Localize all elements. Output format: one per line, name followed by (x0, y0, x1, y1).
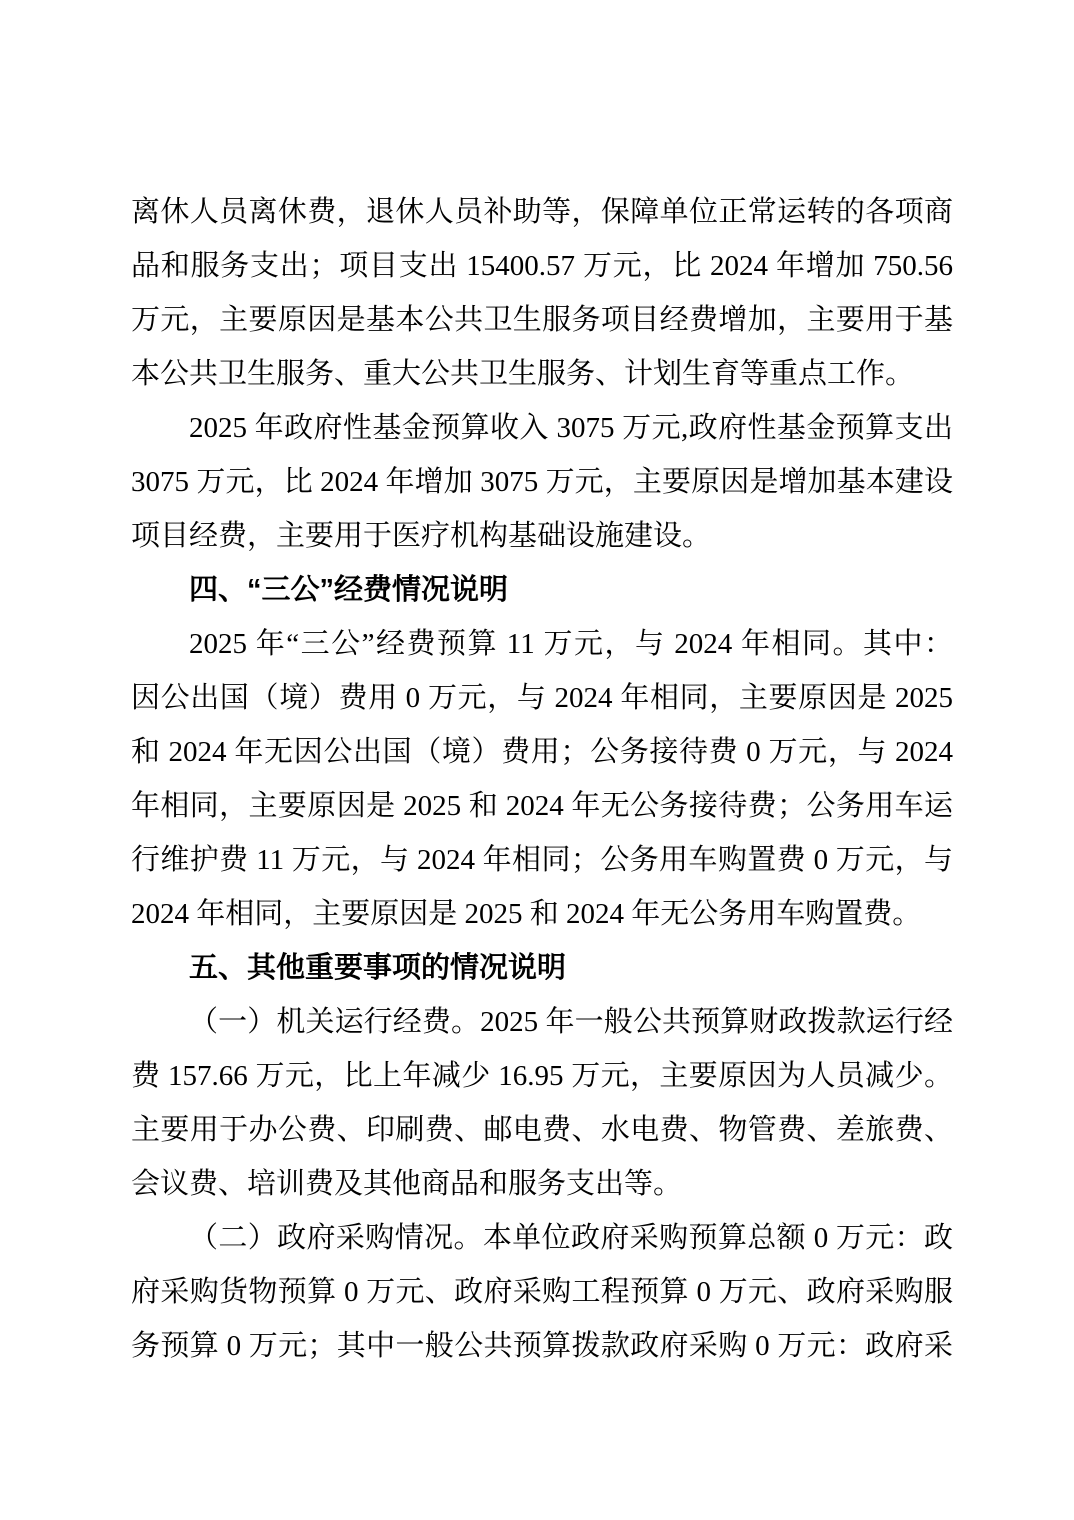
text-line: 会议费、培训费及其他商品和服务支出等。 (131, 1168, 683, 1200)
section-heading (131, 563, 953, 617)
text-line: 务预算 0 万元；其中一般公共预算拨款政府采购 0 万元：政府采 (131, 1330, 953, 1362)
text-line: （一）机关运行经费。2025 年一般公共预算财政拨款运行经 (189, 1006, 953, 1038)
document-content (131, 185, 953, 1373)
text-line: 主要用于办公费、印刷费、邮电费、水电费、物管费、差旅费、 (131, 1114, 953, 1146)
paragraph (131, 617, 953, 941)
text-line: 年相同，主要原因是 2025 和 2024 年无公务接待费；公务用车运 (131, 790, 953, 822)
text-line: 2025 年“三公”经费预算 11 万元，与 2024 年相同。其中： (189, 628, 953, 660)
text-line: 项目经费，主要用于医疗机构基础设施建设。 (131, 520, 712, 552)
text-line: 府采购货物预算 0 万元、政府采购工程预算 0 万元、政府采购服 (131, 1276, 953, 1308)
text-line: 2025 年政府性基金预算收入 3075 万元,政府性基金预算支出 (189, 412, 953, 444)
text-line: 万元，主要原因是基本公共卫生服务项目经费增加，主要用于基 (131, 304, 953, 336)
heading-line: 四、“三公”经费情况说明 (189, 574, 509, 606)
text-line: 本公共卫生服务、重大公共卫生服务、计划生育等重点工作。 (131, 358, 915, 390)
paragraph (131, 185, 953, 401)
text-line: 因公出国（境）费用 0 万元，与 2024 年相同，主要原因是 2025 (131, 682, 953, 714)
paragraph (131, 401, 953, 563)
text-line: 行维护费 11 万元，与 2024 年相同；公务用车购置费 0 万元，与 (131, 844, 953, 876)
text-line: 费 157.66 万元，比上年减少 16.95 万元，主要原因为人员减少。 (131, 1060, 953, 1092)
text-line: 离休人员离休费，退休人员补助等，保障单位正常运转的各项商 (131, 196, 953, 228)
text-line: （二）政府采购情况。本单位政府采购预算总额 0 万元：政 (189, 1222, 953, 1254)
text-line: 3075 万元，比 2024 年增加 3075 万元，主要原因是增加基本建设 (131, 466, 953, 498)
paragraph (131, 1211, 953, 1373)
text-line: 和 2024 年无因公出国（境）费用；公务接待费 0 万元，与 2024 (131, 736, 953, 768)
text-line: 品和服务支出；项目支出 15400.57 万元，比 2024 年增加 750.56 (131, 250, 953, 282)
heading-line: 五、其他重要事项的情况说明 (189, 952, 567, 984)
text-line: 2024 年相同，主要原因是 2025 和 2024 年无公务用车购置费。 (131, 898, 922, 930)
paragraph (131, 995, 953, 1211)
section-heading (131, 941, 953, 995)
